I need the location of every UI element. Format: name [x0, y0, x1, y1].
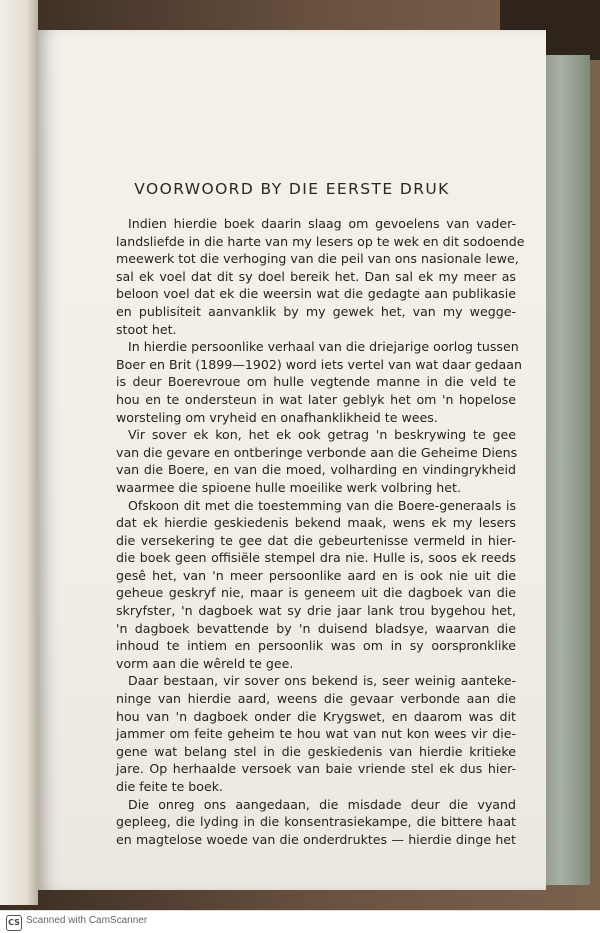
text-line: vorm aan die wêreld te gee. — [116, 655, 294, 671]
text-line: In hierdie persoonlike verhaal van die driejarige oorlog tussen — [128, 339, 519, 355]
text-line: hou en te ondersteun in wat later geblyk het om 'n hopelose — [116, 391, 516, 407]
text-line: stoot het. — [116, 321, 177, 337]
text-line: Ofskoon dit met die toestemming van die Boere-generaals is — [128, 497, 516, 513]
scanner-footer — [0, 910, 600, 933]
text-line: geheue geskryf nie, maar is geneem uit die dagboek van die — [116, 585, 516, 601]
text-line: sal ek voel dat dit sy doel bereik het. Dan sal ek my meer as — [116, 268, 516, 284]
text-line: die feite te boek. — [116, 779, 224, 794]
text-line: is deur Boerevroue om hulle vegtende manne in die veld te — [116, 374, 516, 390]
text-line: beloon voel dat ek die weersin wat die gedagte aan publikasie — [116, 286, 516, 302]
scanner-watermark-text: Scanned with CamScanner — [26, 915, 148, 926]
text-line: hou van 'n dagboek onder die Krygswet, en daarom was dit — [116, 708, 516, 724]
left-page-edge — [0, 0, 38, 905]
text-line: jammer om feite geheim te hou wat van nut kon wees vir die- — [116, 726, 516, 742]
text-line: landsliefde in die harte van my lesers op te wek en dit sodoende — [116, 233, 525, 249]
text-line: dat ek hierdie geskiedenis bekend maak, wens ek my lesers — [116, 515, 516, 531]
text-line: en magtelose woede van die onderdruktes — hierdie dinge het — [116, 831, 516, 847]
text-line: van die gevare en ontberinge verbonde aan die Geheime Diens — [116, 444, 518, 460]
book-page — [38, 30, 546, 890]
text-line: worsteling om vryheid en onafhanklikheid te wees. — [116, 409, 438, 425]
text-line: gene wat belang stel in die geskiedenis van hierdie kritieke — [116, 743, 516, 759]
book-cover-edge — [540, 55, 590, 885]
text-line: van die Boere, en van die moed, volharding en vindingrykheid — [116, 462, 516, 478]
text-line: jare. Op herhaalde versoek van baie vriende stel ek dus hier- — [116, 761, 516, 777]
page-heading: VOORWOORD BY DIE EERSTE DRUK — [134, 180, 450, 198]
text-line: gepleeg, die lyding in die konsentrasiekampe, die bittere haat — [116, 814, 516, 830]
text-line: meewerk tot die verhoging van die peil van ons nasionale lewe, — [116, 251, 519, 267]
text-line: die boek geen offisiële stempel dra nie. Hulle is, soos ek reeds — [116, 550, 516, 566]
text-line: Boer en Brit (1899—1902) word iets vertel van wat daar gedaan — [116, 356, 522, 372]
text-line: Indien hierdie boek daarin slaag om gevoelens van vader- — [128, 216, 516, 231]
text-line: inhoud te intiem en persoonlik was om in sy oorspronklike — [116, 638, 516, 654]
text-line: gesê het, van 'n meer persoonlike aard en is ook nie uit die — [116, 567, 516, 583]
text-line: 'n dagboek bevattende by 'n duisend bladsye, waarvan die — [116, 620, 516, 636]
text-line: Die onreg ons aangedaan, die misdade deur die vyand — [128, 796, 516, 812]
text-line: waarmee die spioene hulle moeilike werk volbring het. — [116, 479, 461, 495]
text-line: en publisiteit aanvanklik by my gewek het, van my wegge- — [116, 303, 516, 319]
text-line: skryfster, 'n dagboek wat sy drie jaar lank trou bygehou het, — [116, 603, 516, 619]
text-line: Vir sover ek kon, het ek ook getrag 'n beskrywing te gee — [128, 427, 516, 443]
text-line: ninge van hierdie aard, weens die gevaar verbonde aan die — [116, 691, 516, 707]
text-line: die versekering te gee dat die gebeurtenisse vermeld in hier- — [116, 532, 516, 548]
text-line: Daar bestaan, vir sover ons bekend is, seer weinig aanteke- — [128, 673, 516, 689]
camscanner-logo-icon: CS — [6, 915, 22, 931]
body-text — [116, 215, 525, 848]
